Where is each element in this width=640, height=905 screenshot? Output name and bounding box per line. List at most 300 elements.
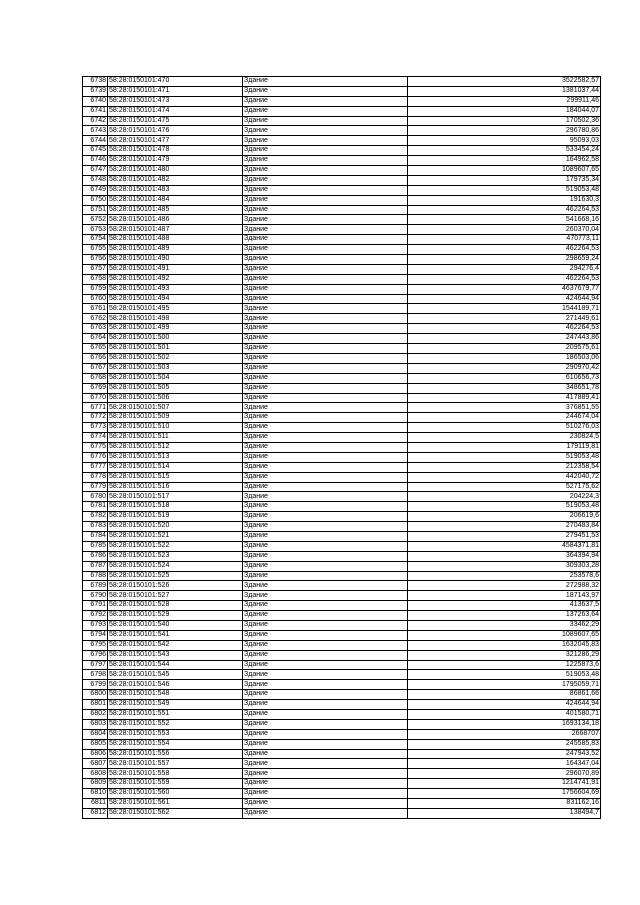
table-row	[83, 808, 601, 818]
row-number-cell: 6761	[83, 304, 108, 314]
object-type-cell: Здание	[243, 620, 408, 630]
cadastral-value-cell: 95093,03	[408, 136, 601, 146]
object-type-cell: Здание	[243, 373, 408, 383]
cadastral-value-cell: 186503,06	[408, 353, 601, 363]
row-number-cell: 6747	[83, 166, 108, 176]
cadastral-value-cell: 230824,5	[408, 433, 601, 443]
cadastral-number-cell: 58:28:0150101:525	[108, 571, 243, 581]
object-type-cell: Здание	[243, 274, 408, 284]
object-type-cell: Здание	[243, 531, 408, 541]
table-row	[83, 136, 601, 146]
object-type-cell: Здание	[243, 264, 408, 274]
object-type-cell: Здание	[243, 571, 408, 581]
row-number-cell: 6743	[83, 126, 108, 136]
row-number-cell: 6785	[83, 541, 108, 551]
object-type-cell: Здание	[243, 739, 408, 749]
table-body	[83, 77, 601, 819]
cadastral-value-cell: 260370,04	[408, 225, 601, 235]
cadastral-value-cell: 376851,55	[408, 403, 601, 413]
table-row	[83, 373, 601, 383]
object-type-cell: Здание	[243, 759, 408, 769]
row-number-cell: 6748	[83, 175, 108, 185]
table-row	[83, 126, 601, 136]
cadastral-number-cell: 58:28:0150101:471	[108, 86, 243, 96]
object-type-cell: Здание	[243, 719, 408, 729]
table-row	[83, 225, 601, 235]
row-number-cell: 6749	[83, 185, 108, 195]
object-type-cell: Здание	[243, 255, 408, 265]
row-number-cell: 6803	[83, 719, 108, 729]
cadastral-number-cell: 58:28:0150101:561	[108, 799, 243, 809]
cadastral-number-cell: 58:28:0150101:560	[108, 789, 243, 799]
cadastral-value-cell: 1795059,71	[408, 680, 601, 690]
object-type-cell: Здание	[243, 541, 408, 551]
cadastral-value-cell: 290970,42	[408, 363, 601, 373]
table-row	[83, 166, 601, 176]
object-type-cell: Здание	[243, 690, 408, 700]
cadastral-number-cell: 58:28:0150101:520	[108, 522, 243, 532]
object-type-cell: Здание	[243, 166, 408, 176]
cadastral-number-cell: 58:28:0150101:504	[108, 373, 243, 383]
table-row	[83, 423, 601, 433]
object-type-cell: Здание	[243, 393, 408, 403]
cadastral-number-cell: 58:28:0150101:487	[108, 225, 243, 235]
row-number-cell: 6781	[83, 502, 108, 512]
row-number-cell: 6778	[83, 472, 108, 482]
row-number-cell: 6783	[83, 522, 108, 532]
object-type-cell: Здание	[243, 660, 408, 670]
cadastral-number-cell: 58:28:0150101:513	[108, 452, 243, 462]
cadastral-value-cell: 417889,41	[408, 393, 601, 403]
cadastral-value-cell: 1544189,71	[408, 304, 601, 314]
cadastral-number-cell: 58:28:0150101:518	[108, 502, 243, 512]
object-type-cell: Здание	[243, 403, 408, 413]
row-number-cell: 6739	[83, 86, 108, 96]
cadastral-value-table	[82, 76, 601, 819]
cadastral-number-cell: 58:28:0150101:477	[108, 136, 243, 146]
row-number-cell: 6765	[83, 344, 108, 354]
object-type-cell: Здание	[243, 670, 408, 680]
cadastral-value-cell: 1214741,91	[408, 779, 601, 789]
row-number-cell: 6772	[83, 413, 108, 423]
cadastral-number-cell: 58:28:0150101:556	[108, 749, 243, 759]
table-row	[83, 363, 601, 373]
object-type-cell: Здание	[243, 215, 408, 225]
row-number-cell: 6746	[83, 156, 108, 166]
cadastral-number-cell: 58:28:0150101:498	[108, 314, 243, 324]
cadastral-value-cell: 272988,32	[408, 581, 601, 591]
object-type-cell: Здание	[243, 700, 408, 710]
cadastral-number-cell: 58:28:0150101:493	[108, 284, 243, 294]
cadastral-number-cell: 58:28:0150101:559	[108, 779, 243, 789]
cadastral-number-cell: 58:28:0150101:478	[108, 146, 243, 156]
table-row	[83, 502, 601, 512]
table-row	[83, 492, 601, 502]
cadastral-value-cell: 245585,83	[408, 739, 601, 749]
cadastral-number-cell: 58:28:0150101:551	[108, 710, 243, 720]
cadastral-number-cell: 58:28:0150101:515	[108, 472, 243, 482]
row-number-cell: 6756	[83, 255, 108, 265]
cadastral-number-cell: 58:28:0150101:494	[108, 294, 243, 304]
cadastral-number-cell: 58:28:0150101:479	[108, 156, 243, 166]
row-number-cell: 6811	[83, 799, 108, 809]
cadastral-value-cell: 298659,24	[408, 255, 601, 265]
row-number-cell: 6741	[83, 106, 108, 116]
cadastral-value-cell: 519053,48	[408, 185, 601, 195]
table-row	[83, 749, 601, 759]
cadastral-number-cell: 58:28:0150101:540	[108, 620, 243, 630]
row-number-cell: 6755	[83, 245, 108, 255]
cadastral-number-cell: 58:28:0150101:510	[108, 423, 243, 433]
table-row	[83, 255, 601, 265]
object-type-cell: Здание	[243, 334, 408, 344]
table-row	[83, 680, 601, 690]
table-row	[83, 531, 601, 541]
object-type-cell: Здание	[243, 304, 408, 314]
object-type-cell: Здание	[243, 769, 408, 779]
object-type-cell: Здание	[243, 611, 408, 621]
row-number-cell: 6794	[83, 630, 108, 640]
cadastral-value-cell: 541668,16	[408, 215, 601, 225]
table-row	[83, 729, 601, 739]
cadastral-number-cell: 58:28:0150101:488	[108, 235, 243, 245]
object-type-cell: Здание	[243, 86, 408, 96]
row-number-cell: 6740	[83, 96, 108, 106]
object-type-cell: Здание	[243, 77, 408, 87]
cadastral-value-cell: 1632045,83	[408, 640, 601, 650]
cadastral-value-cell: 187143,97	[408, 591, 601, 601]
cadastral-value-cell: 527175,62	[408, 482, 601, 492]
cadastral-value-cell: 519053,48	[408, 452, 601, 462]
cadastral-number-cell: 58:28:0150101:495	[108, 304, 243, 314]
row-number-cell: 6798	[83, 670, 108, 680]
table-row	[83, 690, 601, 700]
cadastral-number-cell: 58:28:0150101:554	[108, 739, 243, 749]
object-type-cell: Здание	[243, 205, 408, 215]
object-type-cell: Здание	[243, 353, 408, 363]
table-row	[83, 462, 601, 472]
row-number-cell: 6786	[83, 551, 108, 561]
cadastral-number-cell: 58:28:0150101:524	[108, 561, 243, 571]
table-row	[83, 334, 601, 344]
cadastral-value-cell: 170502,36	[408, 116, 601, 126]
table-row	[83, 383, 601, 393]
row-number-cell: 6751	[83, 205, 108, 215]
cadastral-value-cell: 424644,94	[408, 700, 601, 710]
cadastral-number-cell: 58:28:0150101:489	[108, 245, 243, 255]
row-number-cell: 6777	[83, 462, 108, 472]
row-number-cell: 6760	[83, 294, 108, 304]
cadastral-value-cell: 212358,54	[408, 462, 601, 472]
table-row	[83, 96, 601, 106]
table-row	[83, 304, 601, 314]
cadastral-number-cell: 58:28:0150101:486	[108, 215, 243, 225]
table-row	[83, 650, 601, 660]
cadastral-value-cell: 3522582,57	[408, 77, 601, 87]
cadastral-value-cell: 164962,58	[408, 156, 601, 166]
cadastral-number-cell: 58:28:0150101:476	[108, 126, 243, 136]
object-type-cell: Здание	[243, 442, 408, 452]
object-type-cell: Здание	[243, 561, 408, 571]
table-row	[83, 799, 601, 809]
cadastral-number-cell: 58:28:0150101:517	[108, 492, 243, 502]
object-type-cell: Здание	[243, 482, 408, 492]
row-number-cell: 6810	[83, 789, 108, 799]
table-row	[83, 541, 601, 551]
cadastral-number-cell: 58:28:0150101:475	[108, 116, 243, 126]
row-number-cell: 6809	[83, 779, 108, 789]
cadastral-number-cell: 58:28:0150101:546	[108, 680, 243, 690]
row-number-cell: 6806	[83, 749, 108, 759]
table-row	[83, 393, 601, 403]
object-type-cell: Здание	[243, 452, 408, 462]
object-type-cell: Здание	[243, 413, 408, 423]
cadastral-value-cell: 253578,6	[408, 571, 601, 581]
object-type-cell: Здание	[243, 195, 408, 205]
cadastral-value-cell: 179735,34	[408, 175, 601, 185]
object-type-cell: Здание	[243, 284, 408, 294]
object-type-cell: Здание	[243, 601, 408, 611]
object-type-cell: Здание	[243, 324, 408, 334]
table-row	[83, 314, 601, 324]
table-row	[83, 235, 601, 245]
table-row	[83, 789, 601, 799]
row-number-cell: 6757	[83, 264, 108, 274]
cadastral-value-cell: 86861,66	[408, 690, 601, 700]
row-number-cell: 6782	[83, 512, 108, 522]
cadastral-number-cell: 58:28:0150101:502	[108, 353, 243, 363]
row-number-cell: 6773	[83, 423, 108, 433]
cadastral-value-cell: 296780,86	[408, 126, 601, 136]
object-type-cell: Здание	[243, 522, 408, 532]
row-number-cell: 6776	[83, 452, 108, 462]
table-row	[83, 245, 601, 255]
cadastral-number-cell: 58:28:0150101:470	[108, 77, 243, 87]
object-type-cell: Здание	[243, 245, 408, 255]
cadastral-number-cell: 58:28:0150101:562	[108, 808, 243, 818]
cadastral-value-cell: 179119,81	[408, 442, 601, 452]
row-number-cell: 6784	[83, 531, 108, 541]
cadastral-value-cell: 462264,53	[408, 245, 601, 255]
row-number-cell: 6775	[83, 442, 108, 452]
object-type-cell: Здание	[243, 126, 408, 136]
cadastral-value-cell: 137263,64	[408, 611, 601, 621]
row-number-cell: 6780	[83, 492, 108, 502]
cadastral-value-cell: 294276,4	[408, 264, 601, 274]
table-row	[83, 591, 601, 601]
cadastral-value-cell: 2668707	[408, 729, 601, 739]
cadastral-value-cell: 1089607,65	[408, 166, 601, 176]
cadastral-value-cell: 348651,78	[408, 383, 601, 393]
cadastral-number-cell: 58:28:0150101:544	[108, 660, 243, 670]
cadastral-value-cell: 424644,94	[408, 294, 601, 304]
cadastral-value-cell: 510276,03	[408, 423, 601, 433]
cadastral-number-cell: 58:28:0150101:529	[108, 611, 243, 621]
table-row	[83, 294, 601, 304]
row-number-cell: 6770	[83, 393, 108, 403]
object-type-cell: Здание	[243, 175, 408, 185]
cadastral-number-cell: 58:28:0150101:473	[108, 96, 243, 106]
row-number-cell: 6795	[83, 640, 108, 650]
cadastral-value-cell: 321286,29	[408, 650, 601, 660]
table-row	[83, 472, 601, 482]
row-number-cell: 6807	[83, 759, 108, 769]
cadastral-number-cell: 58:28:0150101:558	[108, 769, 243, 779]
table-row	[83, 106, 601, 116]
table-row	[83, 195, 601, 205]
cadastral-value-cell: 209575,61	[408, 344, 601, 354]
cadastral-value-cell: 1225873,6	[408, 660, 601, 670]
cadastral-value-cell: 413637,5	[408, 601, 601, 611]
cadastral-value-cell: 462264,53	[408, 274, 601, 284]
table-row	[83, 116, 601, 126]
table-row	[83, 77, 601, 87]
table-row	[83, 710, 601, 720]
cadastral-number-cell: 58:28:0150101:505	[108, 383, 243, 393]
cadastral-number-cell: 58:28:0150101:500	[108, 334, 243, 344]
cadastral-number-cell: 58:28:0150101:519	[108, 512, 243, 522]
cadastral-number-cell: 58:28:0150101:545	[108, 670, 243, 680]
cadastral-value-cell: 4637679,77	[408, 284, 601, 294]
cadastral-number-cell: 58:28:0150101:548	[108, 690, 243, 700]
cadastral-value-cell: 462264,53	[408, 324, 601, 334]
table-row	[83, 156, 601, 166]
object-type-cell: Здание	[243, 502, 408, 512]
row-number-cell: 6812	[83, 808, 108, 818]
cadastral-number-cell: 58:28:0150101:552	[108, 719, 243, 729]
row-number-cell: 6754	[83, 235, 108, 245]
cadastral-number-cell: 58:28:0150101:542	[108, 640, 243, 650]
object-type-cell: Здание	[243, 789, 408, 799]
object-type-cell: Здание	[243, 710, 408, 720]
row-number-cell: 6752	[83, 215, 108, 225]
object-type-cell: Здание	[243, 581, 408, 591]
table-row	[83, 739, 601, 749]
table-row	[83, 284, 601, 294]
cadastral-number-cell: 58:28:0150101:503	[108, 363, 243, 373]
cadastral-number-cell: 58:28:0150101:526	[108, 581, 243, 591]
cadastral-value-cell: 1756604,69	[408, 789, 601, 799]
object-type-cell: Здание	[243, 225, 408, 235]
cadastral-number-cell: 58:28:0150101:492	[108, 274, 243, 284]
cadastral-value-cell: 299911,46	[408, 96, 601, 106]
row-number-cell: 6799	[83, 680, 108, 690]
object-type-cell: Здание	[243, 96, 408, 106]
object-type-cell: Здание	[243, 294, 408, 304]
cadastral-value-cell: 270483,84	[408, 522, 601, 532]
cadastral-number-cell: 58:28:0150101:512	[108, 442, 243, 452]
cadastral-number-cell: 58:28:0150101:557	[108, 759, 243, 769]
table-row	[83, 185, 601, 195]
table-row	[83, 700, 601, 710]
object-type-cell: Здание	[243, 640, 408, 650]
cadastral-number-cell: 58:28:0150101:514	[108, 462, 243, 472]
table-row	[83, 769, 601, 779]
row-number-cell: 6753	[83, 225, 108, 235]
row-number-cell: 6745	[83, 146, 108, 156]
object-type-cell: Здание	[243, 729, 408, 739]
object-type-cell: Здание	[243, 235, 408, 245]
object-type-cell: Здание	[243, 462, 408, 472]
row-number-cell: 6792	[83, 611, 108, 621]
table-row	[83, 442, 601, 452]
cadastral-value-cell: 33462,29	[408, 620, 601, 630]
cadastral-number-cell: 58:28:0150101:549	[108, 700, 243, 710]
cadastral-number-cell: 58:28:0150101:541	[108, 630, 243, 640]
cadastral-number-cell: 58:28:0150101:484	[108, 195, 243, 205]
cadastral-number-cell: 58:28:0150101:474	[108, 106, 243, 116]
row-number-cell: 6787	[83, 561, 108, 571]
object-type-cell: Здание	[243, 512, 408, 522]
table-row	[83, 601, 601, 611]
cadastral-value-cell: 184044,07	[408, 106, 601, 116]
cadastral-value-cell: 1693134,18	[408, 719, 601, 729]
cadastral-value-cell: 519053,48	[408, 670, 601, 680]
object-type-cell: Здание	[243, 116, 408, 126]
cadastral-value-cell: 610656,73	[408, 373, 601, 383]
cadastral-number-cell: 58:28:0150101:543	[108, 650, 243, 660]
cadastral-value-cell: 533454,24	[408, 146, 601, 156]
cadastral-number-cell: 58:28:0150101:491	[108, 264, 243, 274]
object-type-cell: Здание	[243, 749, 408, 759]
row-number-cell: 6762	[83, 314, 108, 324]
cadastral-number-cell: 58:28:0150101:490	[108, 255, 243, 265]
row-number-cell: 6800	[83, 690, 108, 700]
table-row	[83, 452, 601, 462]
table-row	[83, 522, 601, 532]
object-type-cell: Здание	[243, 185, 408, 195]
table-row	[83, 264, 601, 274]
row-number-cell: 6801	[83, 700, 108, 710]
cadastral-value-cell: 364394,94	[408, 551, 601, 561]
table-row	[83, 413, 601, 423]
object-type-cell: Здание	[243, 808, 408, 818]
table-row	[83, 779, 601, 789]
cadastral-number-cell: 58:28:0150101:516	[108, 482, 243, 492]
object-type-cell: Здание	[243, 799, 408, 809]
cadastral-number-cell: 58:28:0150101:527	[108, 591, 243, 601]
cadastral-number-cell: 58:28:0150101:521	[108, 531, 243, 541]
cadastral-value-cell: 244674,04	[408, 413, 601, 423]
table-row	[83, 482, 601, 492]
table-row	[83, 611, 601, 621]
cadastral-value-cell: 519053,48	[408, 502, 601, 512]
cadastral-number-cell: 58:28:0150101:483	[108, 185, 243, 195]
row-number-cell: 6779	[83, 482, 108, 492]
table-row	[83, 274, 601, 284]
cadastral-value-cell: 470773,11	[408, 235, 601, 245]
row-number-cell: 6768	[83, 373, 108, 383]
cadastral-value-cell: 4584371,81	[408, 541, 601, 551]
cadastral-value-cell: 1381037,44	[408, 86, 601, 96]
object-type-cell: Здание	[243, 136, 408, 146]
cadastral-number-cell: 58:28:0150101:509	[108, 413, 243, 423]
table-row	[83, 433, 601, 443]
cadastral-number-cell: 58:28:0150101:501	[108, 344, 243, 354]
row-number-cell: 6796	[83, 650, 108, 660]
cadastral-value-cell: 247943,52	[408, 749, 601, 759]
row-number-cell: 6738	[83, 77, 108, 87]
table-row	[83, 146, 601, 156]
table-row	[83, 561, 601, 571]
table-row	[83, 660, 601, 670]
object-type-cell: Здание	[243, 363, 408, 373]
cadastral-number-cell: 58:28:0150101:485	[108, 205, 243, 215]
row-number-cell: 6802	[83, 710, 108, 720]
cadastral-value-cell: 401580,71	[408, 710, 601, 720]
object-type-cell: Здание	[243, 630, 408, 640]
table-row	[83, 215, 601, 225]
